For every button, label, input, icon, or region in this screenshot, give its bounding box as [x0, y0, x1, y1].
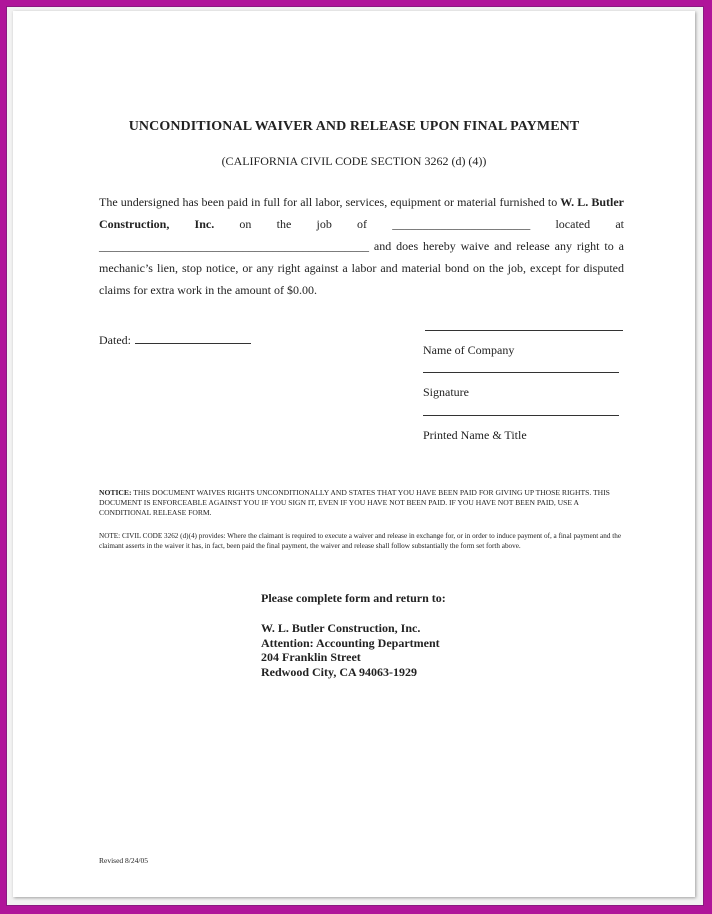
job-name-blank[interactable]: _______________________ [392, 217, 531, 231]
notice-text: THIS DOCUMENT WAIVES RIGHTS UNCONDITIONALLY AND STATES THAT YOU HAVE BEEN PAID FOR GIVING UP THOSE RIGHTS. THIS DOCUMENT IS ENFORCEABLE AGAINST YOU IF YOU SIGN IT, EVEN IF YOU HAVE NOT BEEN PAID. IF YOU HAVE NOT BEEN PAID, USE A CONDITIONAL RELEASE FORM. [99, 488, 610, 517]
return-address [261, 621, 440, 679]
civil-code-note: NOTE: CIVIL CODE 3262 (d)(4) provides: Where the claimant is required to execute a waiver and release in exchange for, or in order to induce payment of, a final payment and the claimant asserts in the waiver it has, in fact, been paid the final payment, the waiver and release shall follow substantially the form set forth above. [99, 532, 622, 550]
address-attention: Attention: Accounting Department [261, 635, 440, 650]
address-street: 204 Franklin Street [261, 650, 361, 664]
job-location-blank[interactable]: _____________________________________________ [99, 239, 369, 253]
company-name-line[interactable] [425, 330, 623, 331]
dated-label: Dated: [99, 333, 131, 347]
printed-name-label: Printed Name & Title [423, 428, 527, 442]
address-company: W. L. Butler Construction, Inc. [261, 621, 421, 635]
company-name-label: Name of Company [423, 343, 515, 357]
printed-name-line[interactable] [423, 415, 619, 416]
document-subtitle: (CALIFORNIA CIVIL CODE SECTION 3262 (d) (4)) [221, 154, 487, 168]
notice-paragraph [99, 488, 629, 518]
notice-label: NOTICE: [99, 488, 132, 497]
body-text-part4: and does hereby waive and release any right to a mechanic’s lien, stop notice, or any right against a labor and material bond on the job, except for disputed claims for extra work in the amount of $0.00. [99, 239, 624, 297]
body-text-part3: located at [530, 217, 624, 231]
signature-label: Signature [423, 385, 469, 399]
document-title: UNCONDITIONAL WAIVER AND RELEASE UPON FINAL PAYMENT [128, 119, 580, 134]
waiver-body-paragraph [99, 191, 624, 301]
dated-field [99, 331, 251, 348]
address-city: Redwood City, CA 94063-1929 [261, 664, 418, 679]
body-text-part1: The undersigned has been paid in full for all labor, services, equipment or material furnished to [99, 195, 561, 209]
document-viewer [6, 6, 704, 906]
document-page [13, 11, 695, 897]
dated-line[interactable] [135, 331, 251, 344]
body-text-part2: on the job of [214, 217, 393, 231]
company-name: W. L. Butler Construction, Inc. [99, 195, 624, 231]
signature-line[interactable] [423, 372, 619, 373]
return-heading: Please complete form and return to: [261, 591, 446, 605]
revision-date: Revised 8/24/05 [99, 856, 148, 865]
